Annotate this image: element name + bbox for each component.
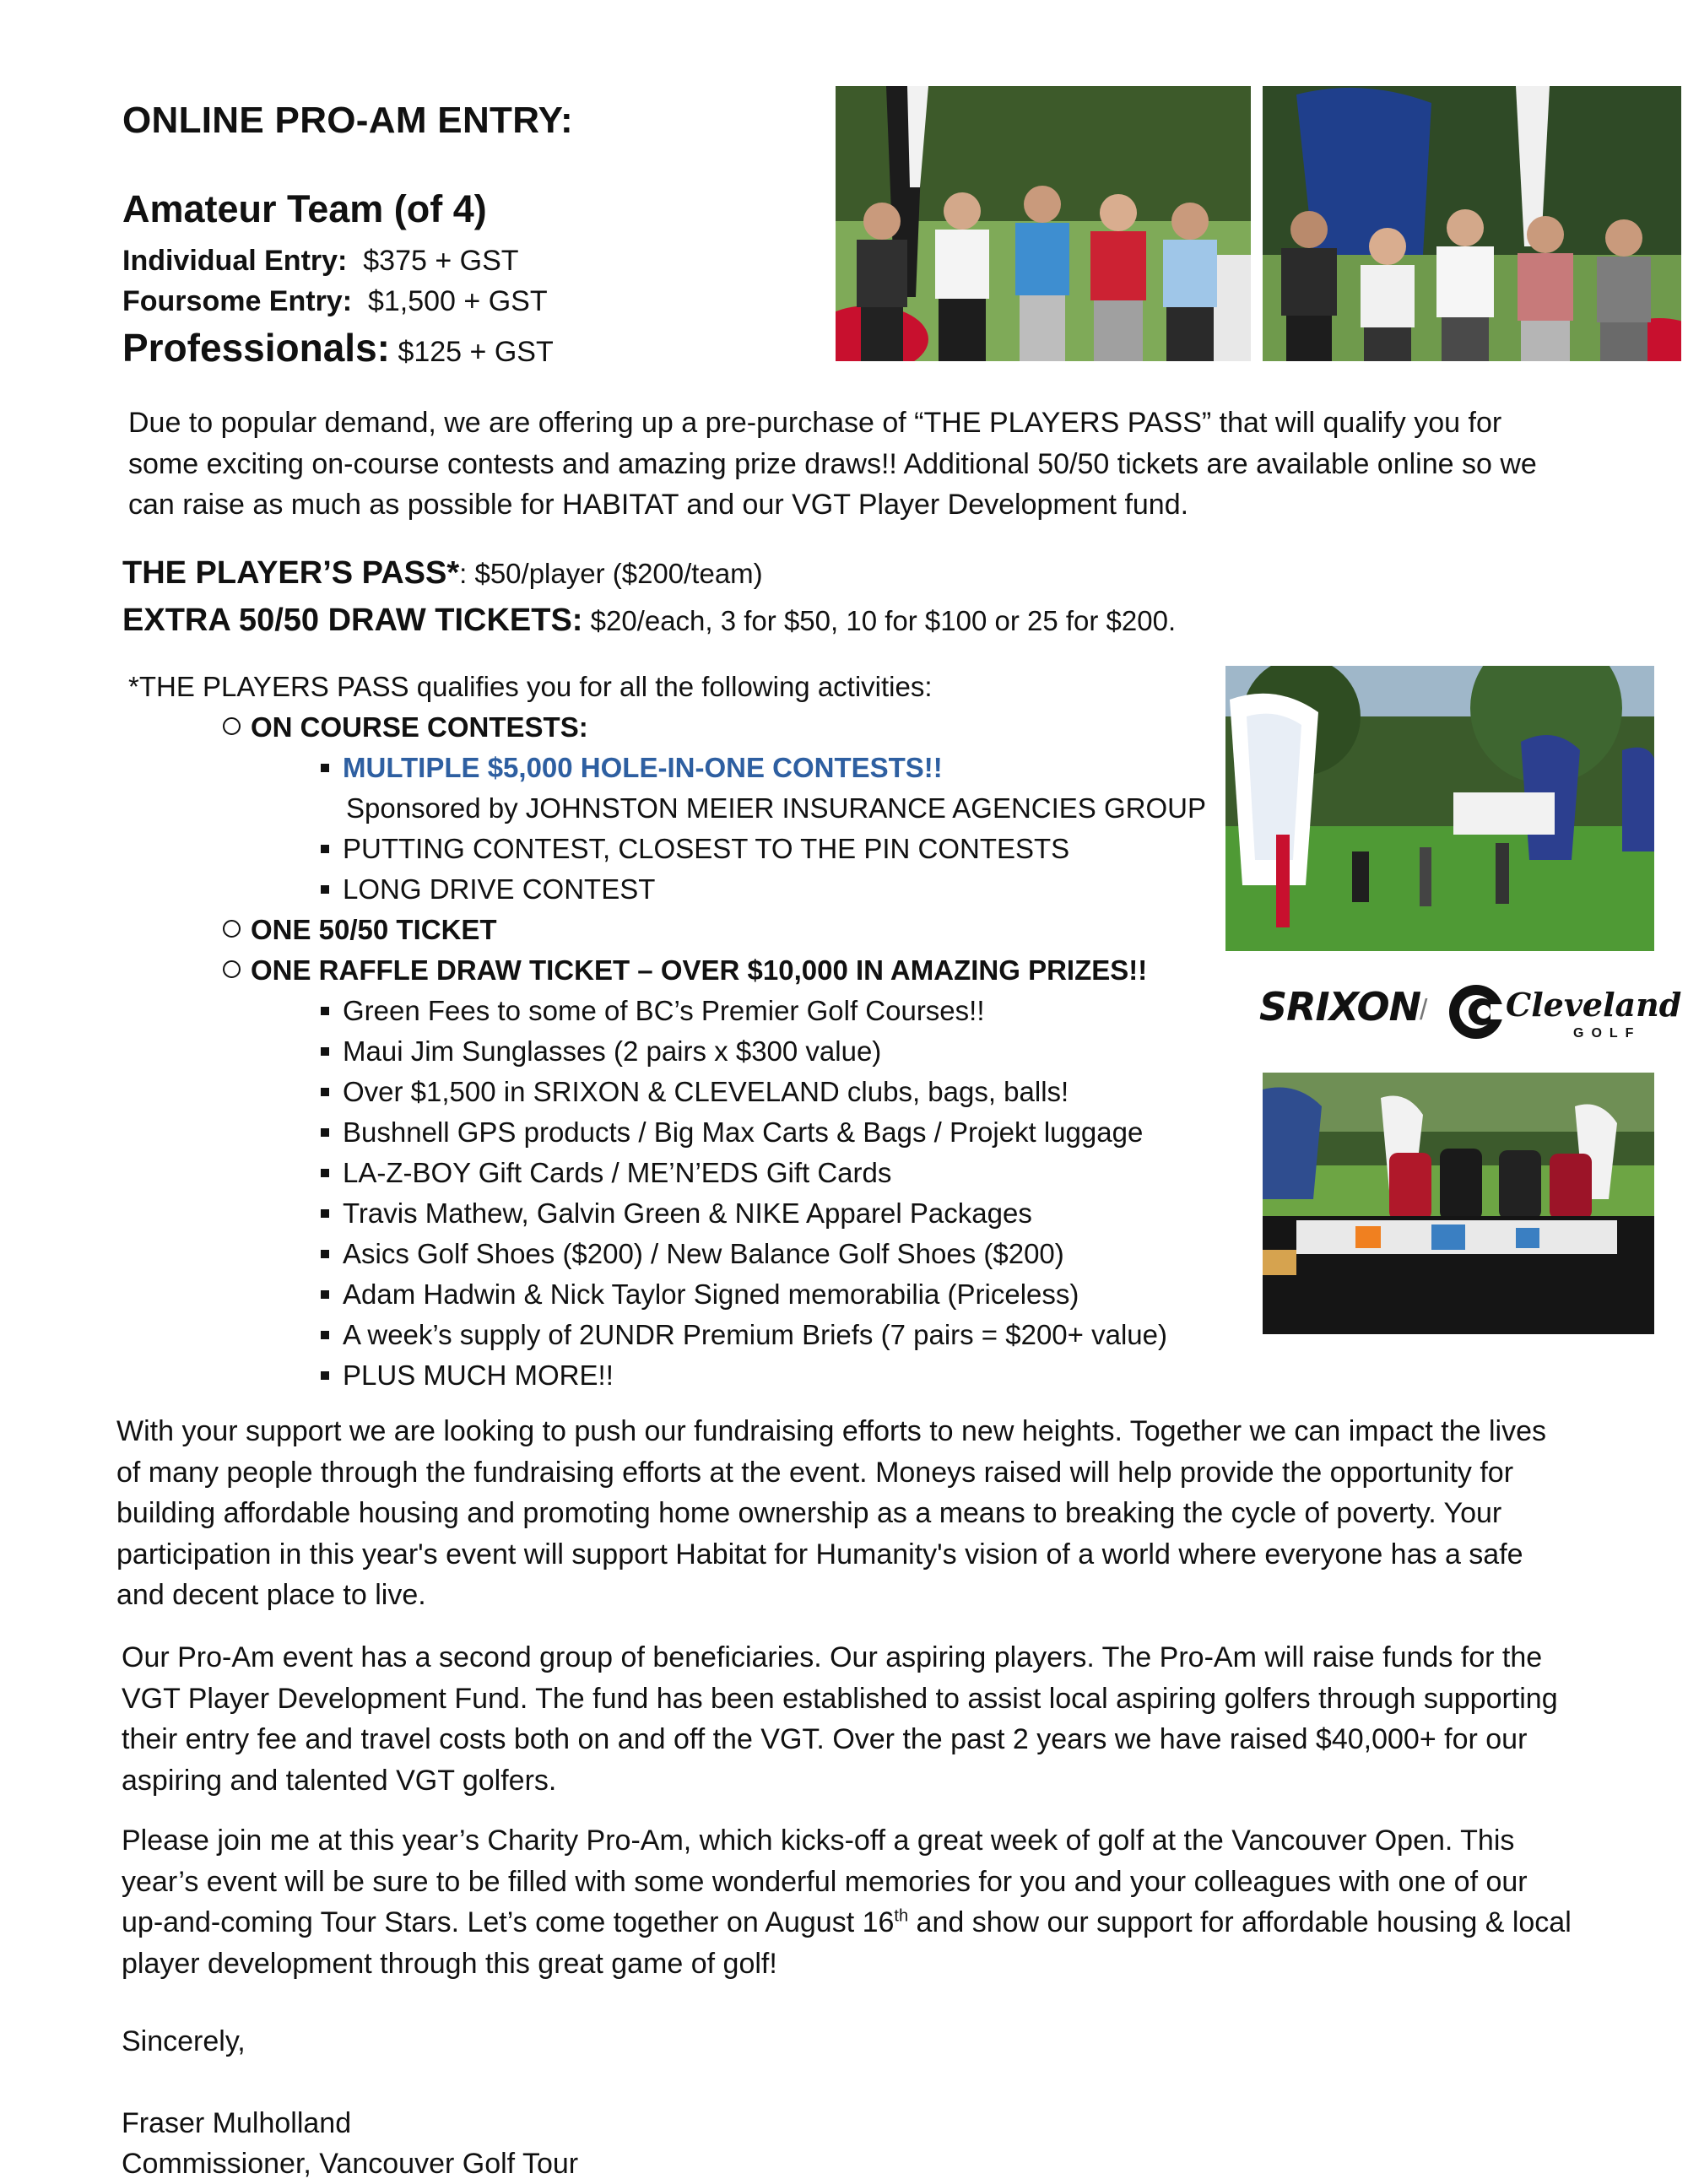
extra-tickets-price: $20/each, 3 for $50, 10 for $100 or 25 for $200.: [582, 605, 1177, 636]
professionals-label: Professionals:: [122, 326, 390, 370]
square-bullet-icon: [321, 845, 329, 853]
individual-entry-line: [122, 245, 519, 278]
players-pass-line: [122, 555, 763, 592]
course-photo: [1225, 666, 1654, 951]
team-photo-1-art: [836, 86, 1251, 361]
list-item-hole-in-one: [321, 752, 943, 784]
prize-item: [321, 1360, 614, 1392]
hole-in-one-text: MULTIPLE $5,000 HOLE-IN-ONE CONTESTS!!: [343, 752, 943, 783]
players-pass-label: THE PLAYER’S PASS*: [122, 555, 460, 591]
raffle-text: ONE RAFFLE DRAW TICKET – OVER $10,000 IN AMAZING PRIZES!!: [251, 954, 1148, 986]
prize-table-photo: [1263, 1073, 1654, 1334]
body-paragraph-2: Our Pro-Am event has a second group of beneficiaries. Our aspiring players. The Pro-Am will raise funds for the VGT Player Development Fund. The fund has been established to assist local aspiring golfers through supporting their entry fee and travel costs both on and off the VGT. Over the past 2 years we have raised $40,000+ for our aspiring and talented VGT golfers.: [122, 1641, 1558, 1797]
prize-item: [321, 1238, 1064, 1270]
cleveland-c-icon: [1447, 982, 1506, 1041]
body-paragraph-3: [122, 1820, 1573, 1984]
p3-text-before: Please join me at this year’s Charity Pro-Am, which kicks-off a great week of golf at the Vancouver Open. This year’s event will be sure to be filled with some wonderful memories for you and your colleagues with one of our up-and-coming Tour Stars. Let’s come together on August 16: [122, 1825, 1528, 1938]
long-drive-text: LONG DRIVE CONTEST: [343, 873, 656, 905]
square-bullet-icon: [321, 1047, 329, 1056]
prize-text: Green Fees to some of BC’s Premier Golf Courses!!: [343, 995, 985, 1026]
square-bullet-icon: [321, 1290, 329, 1299]
square-bullet-icon: [321, 1250, 329, 1258]
extra-tickets-label: EXTRA 50/50 DRAW TICKETS:: [122, 603, 583, 638]
signer-title: Commissioner, Vancouver Golf Tour: [122, 2148, 579, 2180]
list-item-ticket-5050: [223, 914, 497, 946]
professionals-price: $125 + GST: [398, 336, 554, 368]
prize-text: Maui Jim Sunglasses (2 pairs x $300 value): [343, 1035, 882, 1067]
prize-table-photo-art: [1263, 1073, 1654, 1334]
square-bullet-icon: [321, 1209, 329, 1218]
prize-item: [321, 995, 985, 1027]
ticket-5050-text: ONE 50/50 TICKET: [251, 914, 497, 945]
individual-entry-label: Individual Entry:: [122, 245, 348, 277]
prize-item: [321, 1319, 1167, 1351]
prize-text: Over $1,500 in SRIXON & CLEVELAND clubs, bags, balls!: [343, 1076, 1069, 1107]
prize-item: [321, 1279, 1079, 1311]
list-item-long-drive: [321, 873, 655, 905]
prize-text: Travis Mathew, Galvin Green & NIKE Apparel Packages: [343, 1197, 1032, 1229]
salutation: Sincerely,: [122, 2025, 246, 2057]
p3-text-after: and show our support for affordable housing & local player development through this great game of golf!: [122, 1906, 1572, 1980]
srixon-logo: SRIXON: [1259, 984, 1421, 1030]
professionals-line: [122, 325, 554, 370]
contests-title: ON COURSE CONTESTS:: [251, 711, 588, 743]
prize-text: LA-Z-BOY Gift Cards / ME’N’EDS Gift Cards: [343, 1157, 892, 1188]
team-photo-2: [1263, 86, 1681, 361]
prize-item: [321, 1076, 1069, 1108]
prize-text: A week’s supply of 2UNDR Premium Briefs (7 pairs = $200+ value): [343, 1319, 1167, 1350]
logo-separator: /: [1420, 994, 1428, 1026]
prize-item: [321, 1197, 1032, 1230]
circle-bullet-icon: [223, 920, 241, 938]
cleveland-golf-text: GOLF: [1573, 1026, 1642, 1041]
square-bullet-icon: [321, 1371, 329, 1380]
team-photo-2-art: [1263, 86, 1681, 361]
square-bullet-icon: [321, 1128, 329, 1137]
square-bullet-icon: [321, 1169, 329, 1177]
square-bullet-icon: [321, 764, 329, 772]
prize-item: [321, 1157, 891, 1189]
extra-tickets-line: [122, 603, 1176, 639]
foursome-entry-label: Foursome Entry:: [122, 285, 353, 317]
prize-text: Bushnell GPS products / Big Max Carts & Bags / Projekt luggage: [343, 1116, 1144, 1148]
list-item-raffle: [223, 954, 1147, 987]
square-bullet-icon: [321, 885, 329, 894]
team-photo-1: [836, 86, 1251, 361]
foursome-entry-price: $1,500 + GST: [367, 285, 548, 317]
foursome-entry-line: [122, 285, 548, 318]
course-photo-art: [1225, 666, 1654, 951]
sponsor-line: Sponsored by JOHNSTON MEIER INSURANCE AGENCIES GROUP: [346, 792, 1206, 824]
square-bullet-icon: [321, 1331, 329, 1339]
cleveland-logo: Cleveland: [1506, 986, 1682, 1024]
sponsor-logos: [1259, 979, 1682, 1055]
circle-bullet-icon: [223, 717, 241, 735]
list-item-contests: [223, 711, 588, 743]
square-bullet-icon: [321, 1088, 329, 1096]
list-item-putting: [321, 833, 1069, 865]
circle-bullet-icon: [223, 960, 241, 978]
signer-name: Fraser Mulholland: [122, 2107, 352, 2139]
putting-text: PUTTING CONTEST, CLOSEST TO THE PIN CONTESTS: [343, 833, 1070, 864]
individual-entry-price: $375 + GST: [363, 245, 519, 277]
body-paragraph-1: With your support we are looking to push our fundraising efforts to new heights. Together we can impact the lives of many people through the fundraising efforts at the event. Moneys raised will help provide the opportunity for building affordable housing and promoting home ownership as a means to breaking the cycle of poverty. Your participation in this year's event will support Habitat for Humanity's vision of a world where everyone has a safe and decent place to live.: [116, 1415, 1547, 1611]
prize-item: [321, 1116, 1143, 1149]
square-bullet-icon: [321, 1007, 329, 1015]
p3-superscript: th: [894, 1906, 909, 1926]
prize-text: Adam Hadwin & Nick Taylor Signed memorabilia (Priceless): [343, 1279, 1079, 1310]
players-pass-price: : $50/player ($200/team): [459, 558, 763, 589]
amateur-team-title: Amateur Team (of 4): [122, 187, 487, 230]
qualifies-intro: *THE PLAYERS PASS qualifies you for all the following activities:: [128, 671, 933, 702]
intro-paragraph: Due to popular demand, we are offering up a pre-purchase of “THE PLAYERS PASS” that will qualify you for some exciting on-course contests and amazing prize draws!! Additional 50/50 tickets are available online so we can raise as much as possible for HABITAT and our VGT Player Development fund.: [128, 407, 1537, 521]
prize-text: PLUS MUCH MORE!!: [343, 1360, 614, 1391]
prize-item: [321, 1035, 881, 1068]
page-heading: ONLINE PRO-AM ENTRY:: [122, 100, 573, 141]
prize-text: Asics Golf Shoes ($200) / New Balance Golf Shoes ($200): [343, 1238, 1064, 1269]
